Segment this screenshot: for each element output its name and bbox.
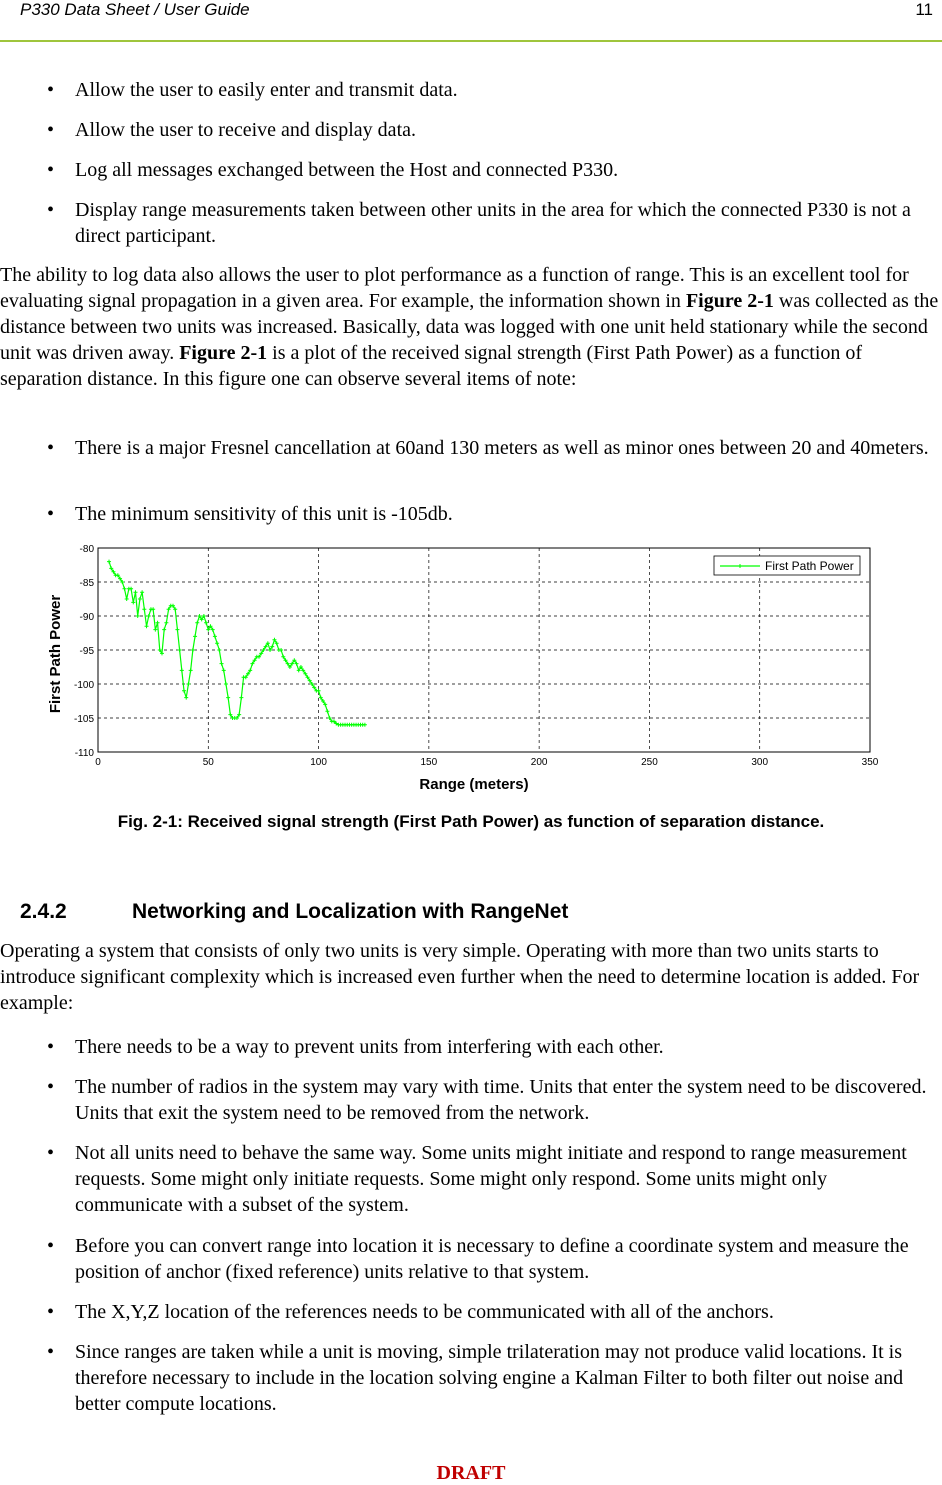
y-tick-label: -110 <box>74 748 94 759</box>
data-point <box>142 607 146 611</box>
data-point <box>153 628 157 632</box>
data-point <box>178 648 182 652</box>
body-paragraph <box>0 262 940 392</box>
x-tick-label: 350 <box>861 757 879 768</box>
y-tick-label: -80 <box>79 544 94 555</box>
legend-label: First Path Power <box>765 559 854 573</box>
data-point <box>164 621 168 625</box>
chart-grid <box>98 548 870 752</box>
data-point <box>138 597 142 601</box>
y-tick-label: -90 <box>79 612 94 623</box>
data-point <box>191 648 195 652</box>
y-axis-ticks <box>74 544 94 759</box>
data-point <box>279 648 283 652</box>
data-point <box>147 614 151 618</box>
figure-caption: Fig. 2-1: Received signal strength (First Path Power) as function of separation distance. <box>117 812 825 831</box>
y-tick-label: -105 <box>73 714 94 725</box>
x-tick-label: 200 <box>530 757 548 768</box>
data-point <box>193 634 197 638</box>
data-point <box>125 597 129 601</box>
data-point <box>131 600 135 604</box>
x-tick-label: 300 <box>751 757 769 768</box>
x-axis-ticks <box>95 757 879 768</box>
list-item: • Since ranges are taken while a unit is moving, simple trilateration may not produce valid locations. It is therefore necessary to include in the location solving engine a Kalman Filter to both filter out noise and better compute locations. <box>75 1339 930 1417</box>
data-point <box>175 628 179 632</box>
x-tick-label: 250 <box>641 757 658 768</box>
x-tick-label: 50 <box>202 757 214 768</box>
data-point <box>184 696 188 700</box>
list-item: • Not all units need to behave the same way. Some units might initiate and respond to range measurement requests. Some might only initiate requests. Some might only respond. Some units might only communicate with a subset of the system. <box>75 1140 930 1218</box>
page-header <box>0 0 942 42</box>
y-tick-label: -85 <box>79 578 94 589</box>
list-item: • Log all messages exchanged between the Host and connected P330. <box>75 157 930 183</box>
x-axis-label: Range (meters) <box>419 776 529 793</box>
data-point <box>195 621 199 625</box>
paragraph-text: The ability to log data also allows the user to plot performance as a function of range. This is an excellent tool for evaluating signal propagation in a given area. For example, the information shown in <box>0 264 909 312</box>
data-point <box>140 590 144 594</box>
data-point <box>180 668 184 672</box>
data-point <box>222 668 226 672</box>
series-markers <box>107 560 367 727</box>
y-axis-label: First Path Power <box>47 594 64 714</box>
list-item: • There is a major Fresnel cancellation at 60and 130 meters as well as minor ones between 20 and 40meters. <box>75 435 930 461</box>
data-point <box>239 696 243 700</box>
y-tick-label: -95 <box>79 646 94 657</box>
data-point <box>151 607 155 611</box>
data-point <box>186 682 190 686</box>
paragraph-text: was collected as the distance between two units was increased. Basically, data was logged with one unit held stationary while the second unit was driven away. <box>0 290 939 364</box>
data-point <box>224 682 228 686</box>
section-heading <box>20 900 568 924</box>
data-point <box>133 590 137 594</box>
data-point <box>215 641 219 645</box>
x-tick-label: 100 <box>310 757 327 768</box>
data-point <box>213 634 217 638</box>
data-point <box>217 648 221 652</box>
data-point <box>122 587 126 591</box>
draft-watermark: DRAFT <box>436 1462 506 1484</box>
chart-legend <box>714 556 860 575</box>
y-tick-label: -100 <box>73 680 94 691</box>
data-point <box>182 689 186 693</box>
data-point <box>226 696 230 700</box>
data-point <box>317 689 321 693</box>
x-tick-label: 0 <box>95 757 101 768</box>
list-item: • There needs to be a way to prevent units from interfering with each other. <box>75 1034 930 1060</box>
data-point <box>363 723 367 727</box>
list-item: • The minimum sensitivity of this unit is -105db. <box>75 501 930 527</box>
list-item: • Allow the user to receive and display data. <box>75 117 930 143</box>
section-title: Networking and Localization with RangeNet <box>132 900 569 923</box>
page-number: 11 <box>915 0 933 19</box>
list-item: • Before you can convert range into location it is necessary to define a coordinate system and measure the position of anchor (fixed reference) units relative to that system. <box>75 1233 930 1285</box>
list-item: • The X,Y,Z location of the references needs to be communicated with all of the anchors. <box>75 1299 930 1325</box>
document-title: P330 Data Sheet / User Guide <box>20 0 250 19</box>
figure-chart <box>0 538 942 800</box>
list-item: • Allow the user to easily enter and transmit data. <box>75 77 930 103</box>
data-point <box>162 628 166 632</box>
x-tick-label: 150 <box>420 757 438 768</box>
chart-svg <box>0 538 942 800</box>
data-point <box>145 624 149 628</box>
data-point <box>204 621 208 625</box>
data-point <box>220 662 224 666</box>
data-point <box>129 587 133 591</box>
figure-reference: Figure 2-1 <box>685 290 774 312</box>
body-paragraph: Operating a system that consists of only two units is very simple. Operating with more than two units starts to introduce significant complexity which is increased even further when the need to determine location is added. For example: <box>0 940 920 1014</box>
series-line-first-path-power <box>109 562 365 725</box>
data-point <box>325 709 329 713</box>
data-point <box>189 668 193 672</box>
data-point <box>107 560 111 564</box>
data-point <box>156 621 160 625</box>
figure-reference: Figure 2-1 <box>179 342 268 364</box>
list-item: • Display range measurements taken between other units in the area for which the connected P330 is not a direct participant. <box>75 197 930 249</box>
section-number: 2.4.2 <box>20 900 67 923</box>
paragraph-text: is a plot of the received signal strength (First Path Power) as a function of separation distance. In this figure one can observe several items of note: <box>0 342 863 390</box>
data-point <box>136 614 140 618</box>
list-item: • The number of radios in the system may vary with time. Units that enter the system need to be discovered. Units that exit the system need to be removed from the network. <box>75 1074 930 1126</box>
